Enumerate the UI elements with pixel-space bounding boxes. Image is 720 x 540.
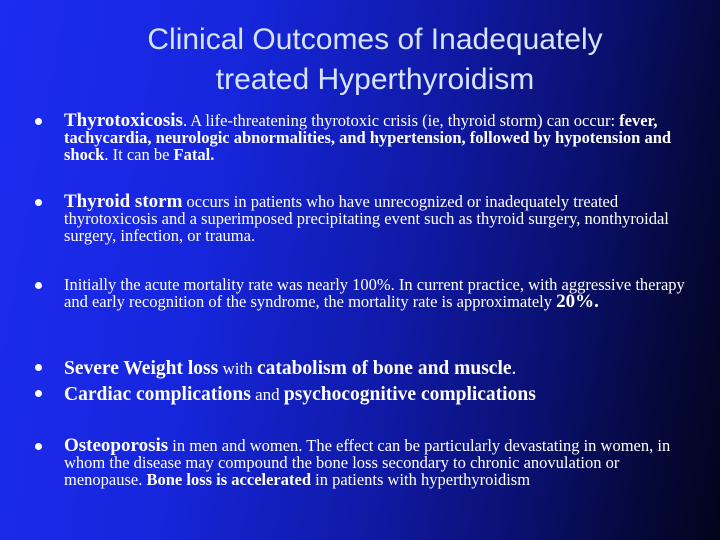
cardiac-and: and [250, 385, 284, 404]
term-osteoporosis: Osteoporosis [64, 435, 169, 456]
mortality-rate: 20%. [556, 291, 599, 312]
title-line-2: treated Hyperthyroidism [215, 63, 535, 96]
bullet-dot-icon [35, 199, 42, 206]
term-cardiac: Cardiac complications [64, 384, 251, 405]
bullet-dot-icon [35, 443, 42, 450]
osteoporosis-accelerated: Bone loss is accelerated [146, 470, 311, 489]
thyrotoxicosis-followed: followed by hypotension and shock [64, 128, 672, 164]
term-thyrotoxicosis: Thyrotoxicosis [64, 110, 183, 131]
bullet-dot-icon [35, 364, 42, 371]
bullet-osteoporosis [64, 437, 692, 488]
bullet-dot-icon [35, 118, 42, 125]
bullet-dot-icon [35, 390, 42, 397]
weight-loss-end: . [511, 358, 517, 379]
weight-loss-with: with [218, 359, 257, 378]
term-catabolism: catabolism of bone and muscle [256, 358, 512, 379]
slide-title [60, 20, 690, 100]
thyrotoxicosis-can-be: . It can be [104, 145, 174, 164]
term-weight-loss: Severe Weight loss [64, 358, 219, 379]
bullet-mortality [64, 276, 692, 310]
thyrotoxicosis-symptoms: fever, tachycardia, neurologic abnormalities, and hypertension, [64, 111, 658, 147]
osteoporosis-end: in patients with hyperthyroidism [311, 470, 531, 489]
mortality-text: Initially the acute mortality rate was nearly 100%. In current practice, with aggressive therapy and early recognition of the syndrome, the mortality rate is approximately [64, 275, 685, 311]
bullet-thyrotoxicosis [64, 112, 692, 163]
thyroid-storm-text: occurs in patients who have unrecognized or inadequately treated thyrotoxicosis and a superimposed precipitating event such as thyroid surgery, nonthyroidal surgery, infection, or trauma. [64, 192, 669, 245]
term-thyroid-storm: Thyroid storm [64, 191, 183, 212]
title-line-1: Clinical Outcomes of Inadequately [147, 23, 603, 56]
thyrotoxicosis-text: . A life-threatening thyrotoxic crisis (ie, thyroid storm) can occur: [182, 111, 620, 130]
bullet-thyroid-storm [64, 193, 692, 244]
bullet-cardiac [64, 384, 692, 406]
bullet-weight-loss [64, 358, 692, 380]
bullet-dot-icon [35, 282, 42, 289]
term-psychocognitive: psychocognitive complications [283, 384, 536, 405]
thyrotoxicosis-fatal: Fatal. [173, 145, 215, 164]
osteoporosis-text: in men and women. The effect can be particularly devastating in women, in whom the disease may compound the bone loss secondary to chronic anovulation or menopause. [64, 436, 671, 489]
